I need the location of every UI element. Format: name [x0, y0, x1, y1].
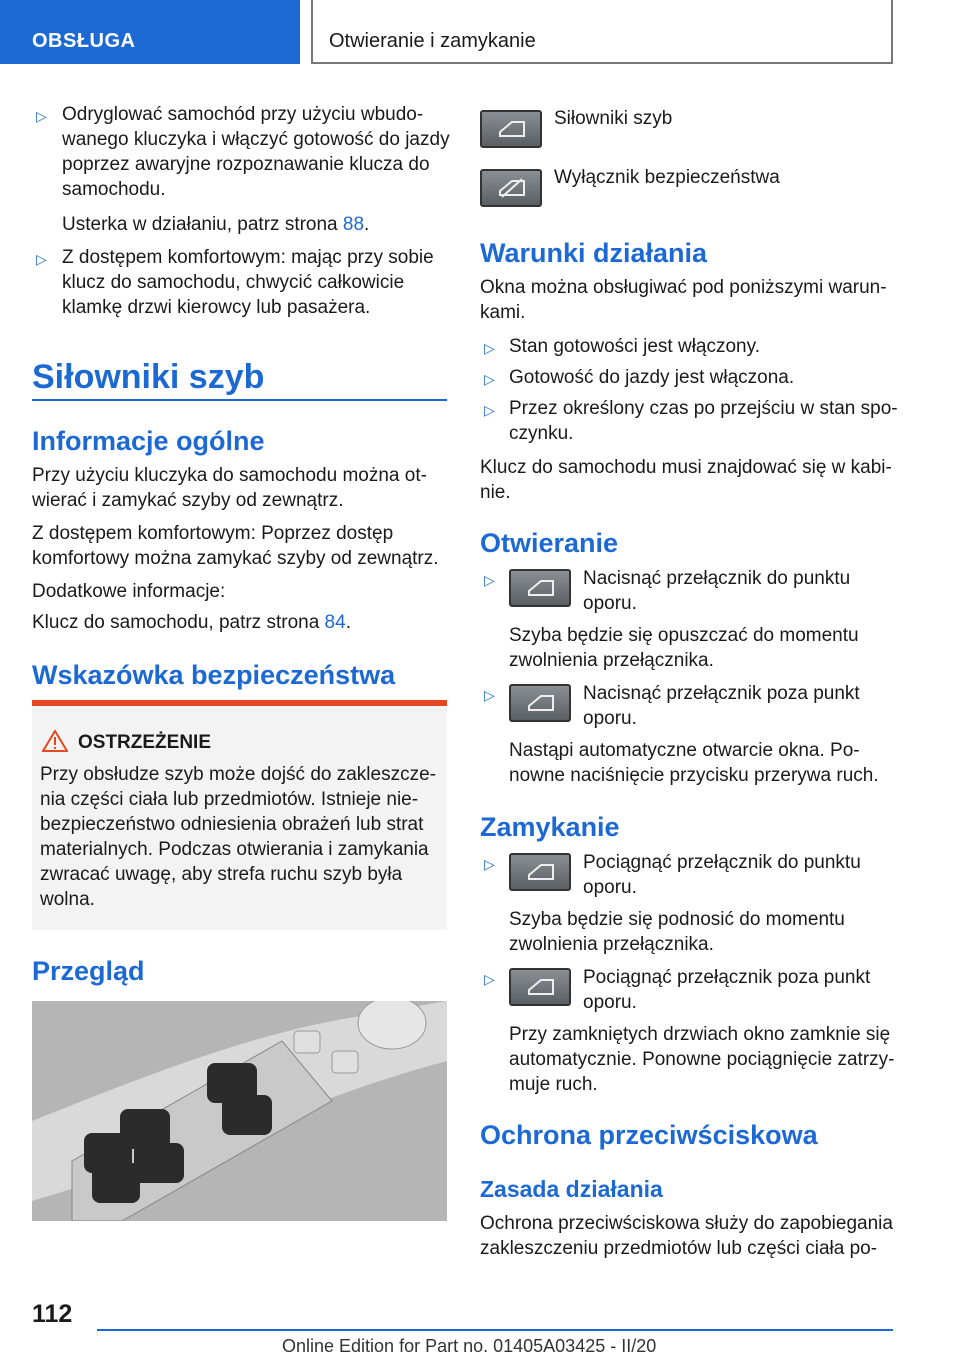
paragraph	[32, 463, 427, 513]
text-line: komfortowy można zamykać szyby od zewnątrz.	[32, 548, 439, 569]
bullet-icon: ▷	[484, 371, 495, 387]
heading-overview: Przegląd	[32, 956, 145, 986]
text-line: zwolnienia przełącznika.	[509, 934, 714, 955]
text-line: automatycznie. Ponowne pociągnięcie zatrzy-	[509, 1049, 895, 1070]
text-line: Pociągnąć przełącznik poza punkt	[583, 967, 871, 988]
safety-switch-icon	[480, 169, 542, 207]
text-line: bezpieczeństwo odniesienia obrażeń lub strat	[40, 814, 424, 835]
text-line: Nacisnąć przełącznik poza punkt	[583, 683, 860, 704]
bullet-icon: ▷	[484, 856, 495, 872]
bullet-text: Stan gotowości jest włączony.	[509, 336, 760, 357]
text-line: Szyba będzie się podnosić do momentu	[509, 909, 845, 930]
window-switch-icon	[509, 569, 571, 607]
legend-text: Siłowniki szyb	[554, 108, 673, 129]
warning-box	[32, 700, 447, 930]
warning-triangle-icon	[42, 730, 68, 752]
chapter-title: Otwieranie i zamykanie	[329, 30, 536, 52]
heading-opening: Otwieranie	[480, 528, 619, 558]
text-line: Klucz do samochodu, patrz strona	[32, 612, 325, 633]
window-switch-icon	[509, 684, 571, 722]
page-link[interactable]: 88	[342, 214, 365, 235]
step-text	[583, 850, 861, 900]
note-label: Usterka w działaniu, patrz strona	[62, 214, 343, 235]
bullet-text: Gotowość do jazdy jest włączona.	[509, 367, 795, 388]
text-line: Szyba będzie się opuszczać do momentu	[509, 625, 859, 646]
text-line: materialnych. Podczas otwierania i zamykania	[40, 839, 429, 860]
note-text: Usterka w działaniu, patrz strona 88.	[62, 214, 370, 235]
text-line: oporu.	[583, 593, 637, 614]
heading-pinch: Ochrona przeciwściskowa	[480, 1120, 818, 1150]
text-line: oporu.	[583, 992, 637, 1013]
step-note	[509, 1022, 894, 1097]
paragraph	[480, 275, 887, 325]
text-line: Nastąpi automatyczne otwarcie okna. Po-	[509, 740, 860, 761]
bullet-icon: ▷	[484, 971, 495, 987]
bullet-icon: ▷	[484, 572, 495, 588]
text-line: poprzez awaryjne rozpoznawanie klucza do	[62, 154, 430, 175]
bullet-text	[509, 396, 898, 446]
text-line: wanego kluczyka i włączyć gotowość do jazdy	[62, 129, 450, 150]
paragraph	[32, 521, 439, 571]
text-line: muje ruch.	[509, 1074, 598, 1095]
window-switch-icon	[509, 968, 571, 1006]
window-switch-icon	[480, 110, 542, 148]
step-text	[583, 965, 870, 1015]
bullet-icon: ▷	[484, 402, 495, 418]
text-line: wolna.	[40, 889, 95, 910]
bullet-icon: ▷	[36, 108, 47, 124]
chapter-tab	[311, 0, 893, 64]
heading-closing: Zamykanie	[480, 812, 620, 842]
text-line: oporu.	[583, 708, 637, 729]
text-line: nowne naciśnięcie przycisku przerywa ruch.	[509, 765, 879, 786]
heading-rule	[32, 399, 447, 401]
page-link[interactable]: 84	[324, 612, 346, 633]
text-line: zwolnienia przełącznika.	[509, 650, 714, 671]
text-line: samochodu.	[62, 179, 166, 200]
text-line: Pociągnąć przełącznik do punktu	[583, 852, 861, 873]
text-line: Ochrona przeciwściskowa służy do zapobiegania	[480, 1213, 893, 1234]
text-line: zakleszczeniu przedmiotów lub części ciała po-	[480, 1238, 878, 1259]
text-line: Przez określony czas po przejściu w stan spo-	[509, 398, 898, 419]
text-line: kami.	[480, 302, 526, 323]
text-line: Z dostępem komfortowym: mając przy sobie	[62, 247, 434, 268]
text-line: Odryglować samochód przy użyciu wbudo-	[62, 104, 424, 125]
footer-rule	[97, 1329, 893, 1331]
paragraph	[480, 455, 892, 505]
text-line: wierać i zamykać szyby od zewnątrz.	[32, 490, 344, 511]
legend-text: Wyłącznik bezpieczeństwa	[554, 167, 780, 188]
window-switch-icon	[509, 853, 571, 891]
page-number: 112	[32, 1300, 73, 1328]
text-line: Przy użyciu kluczyka do samochodu można ot-	[32, 465, 427, 486]
text-line: Klucz do samochodu musi znajdować się w kabi-	[480, 457, 892, 478]
step-text	[583, 681, 860, 731]
heading-conditions: Warunki działania	[480, 238, 708, 268]
edition-text: Online Edition for Part no. 01405A03425 - II/20	[282, 1336, 657, 1356]
section-title: OBSŁUGA	[32, 30, 136, 52]
paragraph: Dodatkowe informacje:	[32, 581, 226, 602]
bullet-icon: ▷	[484, 687, 495, 703]
bullet-icon: ▷	[36, 251, 47, 267]
step-note	[509, 738, 879, 788]
bullet-icon: ▷	[484, 340, 495, 356]
section-tab	[0, 0, 300, 64]
text-line: nia części ciała lub przedmiotów. Istnieje nie-	[40, 789, 419, 810]
bullet-text	[62, 102, 450, 202]
text-line: Przy zamkniętych drzwiach okno zamknie się	[509, 1024, 891, 1045]
text-line: Z dostępem komfortowym: Poprzez dostęp	[32, 523, 394, 544]
heading-main: Siłowniki szyb	[32, 358, 265, 396]
text-line: oporu.	[583, 877, 637, 898]
step-note	[509, 623, 859, 673]
text-line: Okna można obsługiwać pod poniższymi warun-	[480, 277, 887, 298]
text-line: Przy obsłudze szyb może dojść do zakleszcze-	[40, 764, 436, 785]
text-line: czynku.	[509, 423, 574, 444]
text-line: Nacisnąć przełącznik do punktu	[583, 568, 851, 589]
window-switches-photo	[32, 1001, 447, 1221]
bullet-text	[62, 245, 434, 320]
heading-principle: Zasada działania	[480, 1176, 663, 1202]
paragraph: Klucz do samochodu, patrz strona 84.	[32, 612, 351, 633]
step-text	[583, 566, 850, 616]
step-note	[509, 907, 845, 957]
text-line: klucz do samochodu, chwycić całkowicie	[62, 272, 405, 293]
heading-info: Informacje ogólne	[32, 426, 265, 456]
warning-text	[40, 762, 436, 912]
paragraph	[480, 1211, 893, 1261]
heading-safety: Wskazówka bezpieczeństwa	[32, 660, 396, 690]
text-line: zwracać uwagę, aby strefa ruchu szyb była	[40, 864, 403, 885]
text-line: klamkę drzwi kierowcy lub pasażera.	[62, 297, 371, 318]
warning-title: OSTRZEŻENIE	[78, 732, 212, 753]
text-line: nie.	[480, 482, 511, 503]
